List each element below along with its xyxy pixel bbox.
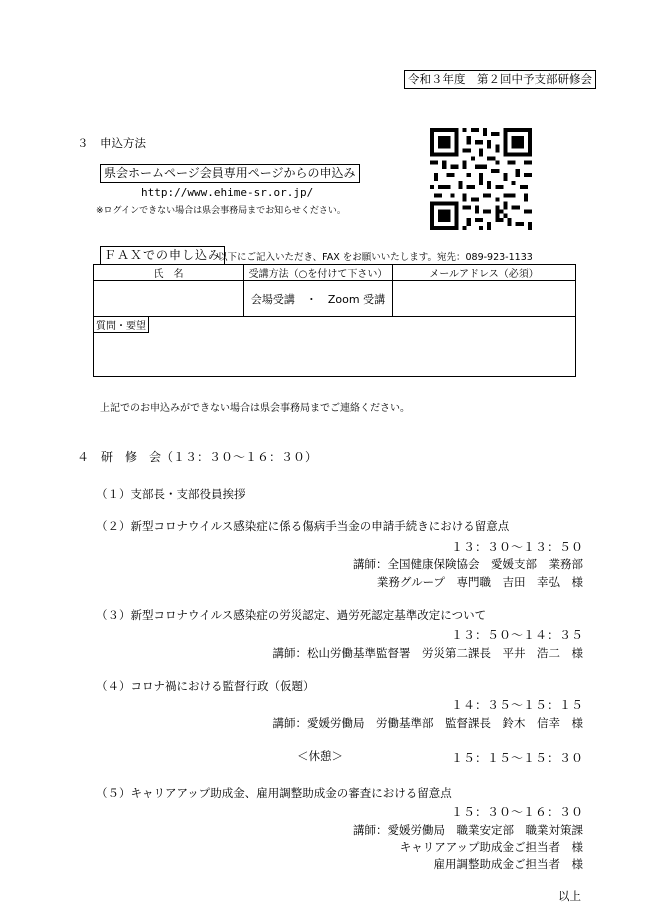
questions-label: 質問・要望: [94, 317, 149, 333]
name-column-header: 氏 名: [94, 265, 244, 281]
program-item-time: １３：５０～１４：３５: [450, 628, 583, 642]
application-form-table: [93, 264, 576, 377]
program-item-title: （１）支部長・支部役員挨拶: [96, 487, 246, 501]
lecturer-line: キャリアアップ助成金ご担当者 様: [399, 840, 583, 854]
break-time: １５：１５～１５：３０: [450, 751, 583, 765]
questions-field[interactable]: [94, 317, 576, 377]
fax-application-label: ＦＡＸでの申し込み: [100, 246, 225, 265]
section3-heading: ３ 申込方法: [77, 136, 146, 150]
web-application-label: 県会ホームページ会員専用ページからの申込み: [100, 164, 360, 183]
document-title: 令和３年度 第２回中予支部研修会: [404, 70, 596, 89]
program-item-title: （３）新型コロナウイルス感染症の労災認定、過労死認定基準改定について: [96, 608, 487, 622]
program-item-time: １３：３０～１３：５０: [450, 540, 583, 554]
program-item-time: １５：３０～１６：３０: [450, 805, 583, 819]
contact-note: 上記でのお申込みができない場合は県会事務局までご連絡ください。: [100, 403, 410, 414]
login-note: ※ログインできない場合は県会事務局までお知らせください。: [96, 206, 346, 216]
lecturer-line: 業務グループ 専門職 吉田 幸弘 様: [376, 575, 583, 589]
fax-instruction: 以下にご記入いただき、FAX をお願いいたします。宛先：089-923-1133: [218, 252, 533, 263]
method-column-header: 受講方法（○を付けて下さい）: [244, 265, 393, 281]
email-column-header: メールアドレス（必須）: [393, 265, 576, 281]
lecturer-line: 講師：松山労働基準監督署 労災第二課長 平井 浩二 様: [272, 646, 583, 660]
lecturer-line: 講師：愛媛労働局 労働基準部 監督課長 鈴木 信幸 様: [272, 716, 583, 730]
email-field[interactable]: [393, 281, 576, 317]
lecturer-line: 講師：愛媛労働局 職業安定部 職業対策課: [353, 823, 583, 837]
program-item-time: １４：３５～１５：１５: [450, 698, 583, 712]
end-mark: 以上: [558, 889, 581, 903]
section4-heading: ４ 研 修 会（１３：３０～１６：３０）: [77, 450, 318, 464]
method-options[interactable]: 会場受講 ・ Zoom 受講: [244, 281, 393, 317]
name-field[interactable]: [94, 281, 244, 317]
program-item-title: （４）コロナ禍における監督行政（仮題）: [96, 679, 315, 693]
program-item-title: （２）新型コロナウイルス感染症に係る傷病手当金の申請手続きにおける留意点: [96, 519, 510, 533]
lecturer-line: 講師：全国健康保険協会 愛媛支部 業務部: [353, 557, 583, 571]
lecturer-line: 雇用調整助成金ご担当者 様: [433, 857, 583, 871]
website-url[interactable]: http://www.ehime-sr.or.jp/: [141, 186, 314, 199]
program-item-title: （５）キャリアアップ助成金、雇用調整助成金の審査における留意点: [96, 786, 452, 800]
qr-code: [430, 128, 532, 230]
break-label: ＜休憩＞: [297, 749, 343, 763]
